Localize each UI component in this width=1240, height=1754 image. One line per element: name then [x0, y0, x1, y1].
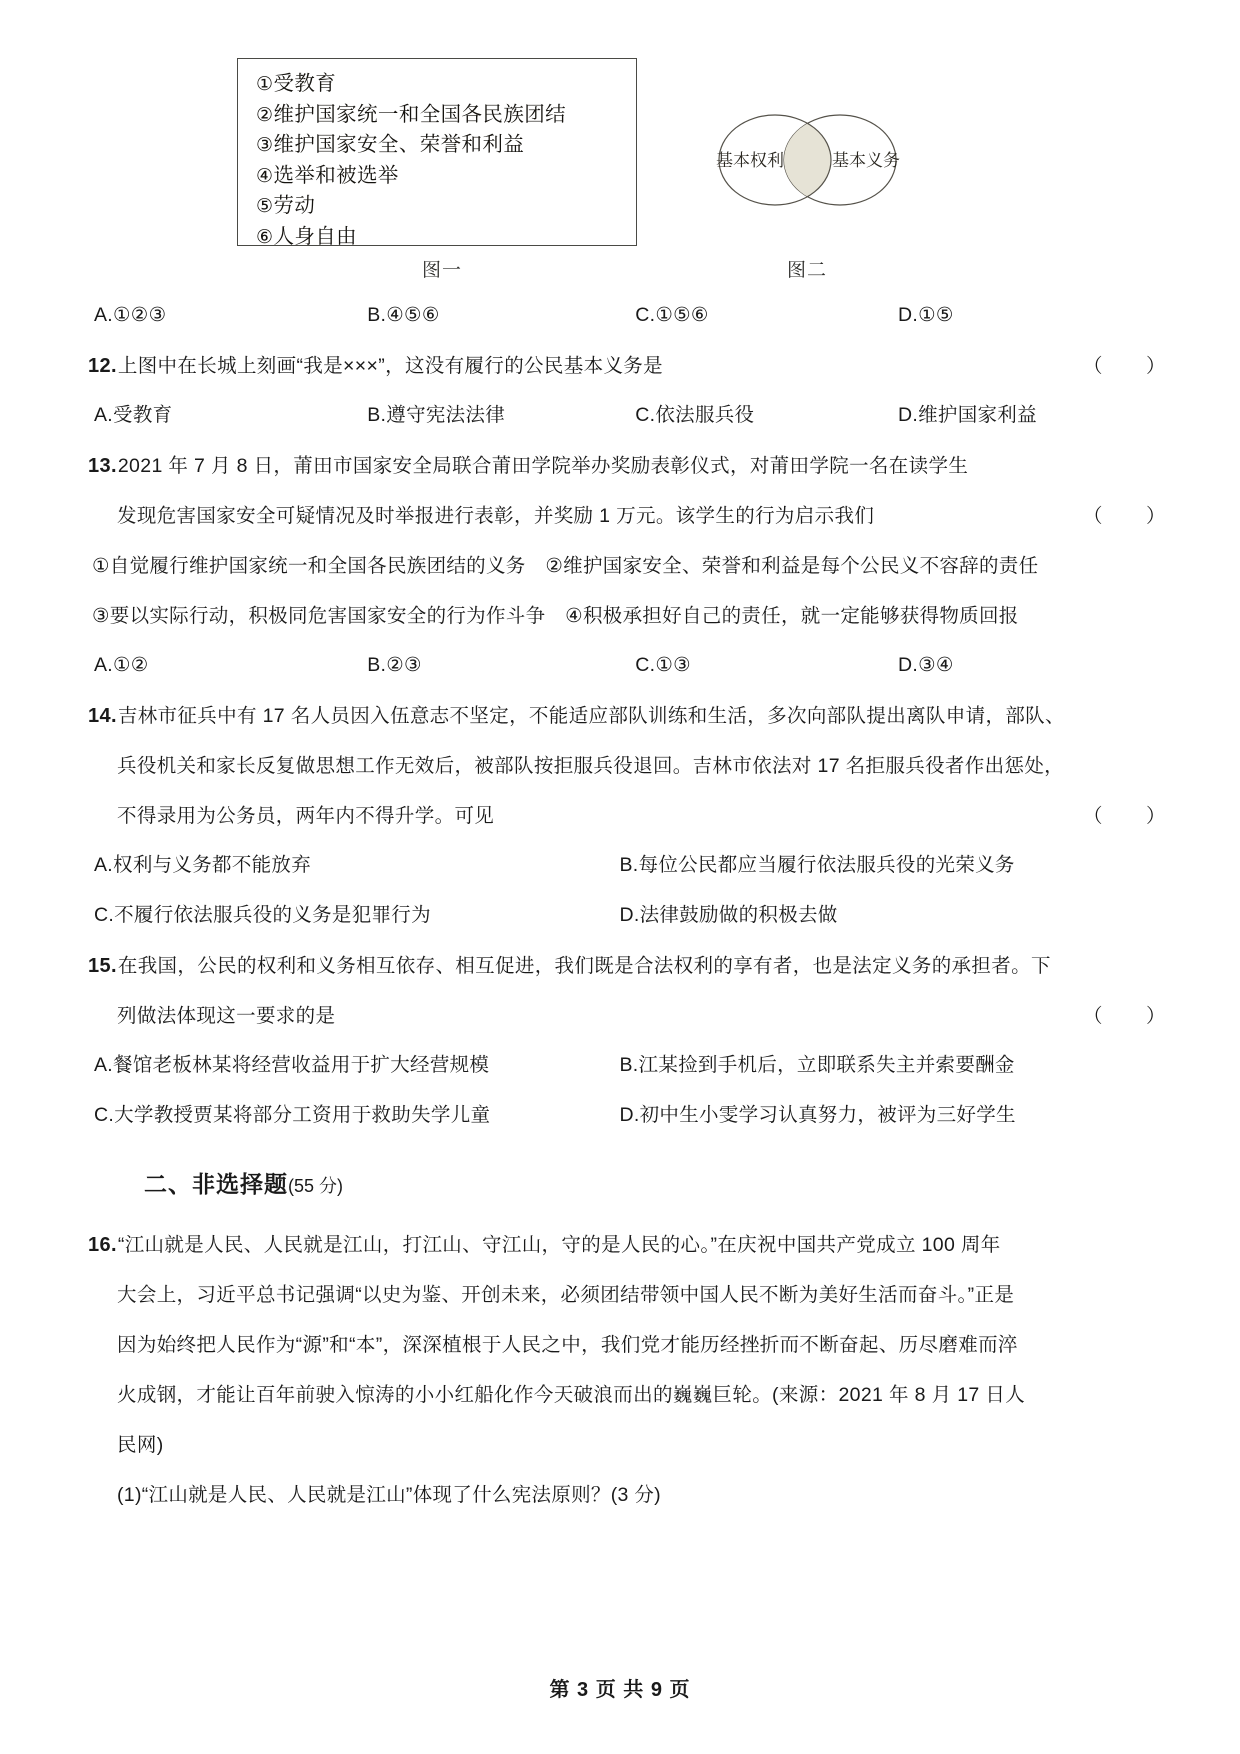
page-footer: 第 3 页 共 9 页: [549, 1679, 691, 1701]
q14-stem-1: 吉林市征兵中有 17 名人员因入伍意志不坚定，不能适应部队训练和生活，多次向部队提出离队申请，部队、: [117, 705, 1065, 727]
q11-option-a[interactable]: A.①②③: [94, 304, 167, 326]
figure-1-box: [237, 58, 637, 246]
section-2-title: 二、非选择题: [144, 1171, 288, 1197]
q15-number: 15.: [88, 955, 117, 977]
q13-options-row: [88, 650, 1145, 680]
q16-text-2: 大会上，习近平总书记强调“以史为鉴、开创未来，必须团结带领中国人民不断为美好生活而奋斗。”正是: [117, 1284, 1015, 1306]
figure1-item-6-marker: ⑥: [256, 226, 274, 248]
question-14: [88, 700, 1178, 930]
q13-stem-2: 发现危害国家安全可疑情况及时举报进行表彰，并奖励 1 万元。该学生的行为启示我们: [117, 505, 875, 527]
figure-1-caption: 图一: [422, 260, 463, 281]
question-13: [88, 450, 1178, 680]
q15-option-b[interactable]: B.江某捡到手机后，立即联系失主并索要酬金: [619, 1054, 1015, 1076]
q14-option-c[interactable]: C.不履行依法服兵役的义务是犯罪行为: [94, 904, 431, 926]
q13-answer-paren[interactable]: （ ）: [1083, 505, 1178, 527]
q15-option-c[interactable]: C.大学教授贾某将部分工资用于救助失学儿童: [94, 1104, 491, 1126]
q14-stem-line-3: [88, 800, 1178, 833]
q14-answer-paren[interactable]: （ ）: [1083, 805, 1178, 827]
venn-right-label: 基本义务: [832, 151, 900, 170]
question-16: [88, 1229, 1145, 1512]
venn-diagram: [690, 105, 925, 215]
q13-stem-line-2: [88, 500, 1178, 533]
q13-stem-1: 2021 年 7 月 8 日，莆田市国家安全局联合莆田学院举办奖励表彰仪式，对莆田学院一名在读学生: [117, 455, 969, 477]
q13-option-a[interactable]: A.①②: [94, 654, 149, 676]
q15-option-d[interactable]: D.初中生小雯学习认真努力，被评为三好学生: [619, 1104, 1016, 1126]
figure1-item-3: [256, 130, 636, 161]
q12-stem: 上图中在长城上刻画“我是×××”，这没有履行的公民基本义务是: [117, 355, 664, 377]
q12-option-d[interactable]: D.维护国家利益: [898, 404, 1037, 426]
q13-number: 13.: [88, 455, 117, 477]
q12-number: 12.: [88, 355, 117, 377]
q16-line-3: [88, 1329, 1145, 1362]
q15-answer-paren[interactable]: （ ）: [1083, 1005, 1178, 1027]
q11-option-d[interactable]: D.①⑤: [898, 304, 954, 326]
q14-number: 14.: [88, 705, 117, 727]
q13-option-c[interactable]: C.①③: [635, 654, 691, 676]
q11-option-b[interactable]: B.④⑤⑥: [367, 304, 440, 326]
q16-text-3: 因为始终把人民作为“源”和“本”，深深植根于人民之中，我们党才能历经挫折而不断奋起、历尽磨难而淬: [117, 1334, 1018, 1356]
figure1-item-3-marker: ③: [256, 135, 274, 156]
q14-stem-line-2: [88, 750, 1145, 783]
figure1-item-3-label: 维护国家安全、荣誉和利益: [273, 133, 525, 156]
q13-statements-2: ③要以实际行动，积极同危害国家安全的行为作斗争 ④积极承担好自己的责任，就一定能够获得物质回报: [92, 605, 1019, 627]
figure1-item-1-marker: ①: [256, 74, 274, 95]
q14-stem-2: 兵役机关和家长反复做思想工作无效后，被部队按拒服兵役退回。吉林市依法对 17 名拒服兵役者作出惩处，: [117, 755, 1065, 777]
q16-text-1: “江山就是人民、人民就是江山，打江山、守江山，守的是人民的心。”在庆祝中国共产党成立 100 周年: [117, 1234, 1001, 1256]
figure1-item-5-label: 劳动: [273, 194, 316, 217]
q12-answer-paren[interactable]: （ ）: [1083, 355, 1178, 377]
q14-options-row-1: [88, 850, 1145, 880]
figure1-item-4-marker: ④: [256, 165, 274, 187]
q13-stem-line-1: [88, 450, 1145, 483]
q12-option-b[interactable]: B.遵守宪法法律: [367, 404, 506, 426]
q16-line-2: [88, 1279, 1145, 1312]
q15-stem-1: 在我国，公民的权利和义务相互依存、相互促进，我们既是合法权利的享有者，也是法定义务的承担者。下: [117, 955, 1051, 977]
figure1-item-5: [256, 191, 636, 222]
q16-sub-question-1: (1)“江山就是人民、人民就是江山”体现了什么宪法原则？(3 分): [117, 1484, 661, 1506]
figure-2-caption: 图二: [787, 260, 828, 281]
figure-area: [0, 0, 1240, 281]
q14-option-a[interactable]: A.权利与义务都不能放弃: [94, 854, 312, 876]
figure1-item-2: [256, 100, 636, 131]
q15-options-row-2: [88, 1100, 1145, 1130]
q16-text-5: 民网): [117, 1434, 164, 1456]
figure1-item-5-marker: ⑤: [256, 196, 274, 217]
q11-option-c[interactable]: C.①⑤⑥: [635, 304, 709, 326]
question-15: [88, 950, 1178, 1130]
q16-line-4: [88, 1379, 1145, 1412]
figure1-item-1: [256, 69, 636, 100]
figure1-item-2-label: 维护国家统一和全国各民族团结: [273, 102, 567, 126]
q16-line-5: [88, 1429, 1145, 1462]
section-2-heading: [88, 1166, 1145, 1199]
q15-stem-line-2: [88, 1000, 1178, 1033]
q16-line-1: [88, 1229, 1145, 1262]
q13-option-d[interactable]: D.③④: [898, 654, 954, 676]
figure1-item-1-label: 受教育: [273, 72, 337, 95]
figure1-item-4-label: 选举和被选举: [273, 163, 399, 187]
q14-option-d[interactable]: D.法律鼓励做的积极去做: [619, 904, 838, 926]
q15-options-row-1: [88, 1050, 1145, 1080]
figure1-item-6: [256, 222, 636, 253]
q15-stem-line-1: [88, 950, 1145, 983]
q16-number: 16.: [88, 1234, 117, 1256]
question-body: [0, 300, 1240, 1518]
q11-options-row: [88, 300, 1145, 330]
question-12: [88, 350, 1178, 430]
q12-stem-line: [88, 350, 1178, 383]
q14-stem-line-1: [88, 700, 1145, 733]
q13-option-b[interactable]: B.②③: [367, 654, 422, 676]
section-2-points: (55 分): [288, 1176, 344, 1196]
figure1-item-6-label: 人身自由: [273, 224, 358, 248]
q12-option-a[interactable]: A.受教育: [94, 404, 173, 426]
q12-option-c[interactable]: C.依法服兵役: [635, 404, 755, 426]
figure1-item-2-marker: ②: [256, 104, 274, 126]
q14-stem-3: 不得录用为公务员，两年内不得升学。可见: [117, 805, 495, 827]
q16-text-4: 火成钢，才能让百年前驶入惊涛的小小红船化作今天破浪而出的巍巍巨轮。(来源：2021 年 8 月 17 日人: [117, 1384, 1026, 1406]
q15-stem-2: 列做法体现这一要求的是: [117, 1005, 336, 1027]
q15-option-a[interactable]: A.餐馆老板林某将经营收益用于扩大经营规模: [94, 1054, 490, 1076]
venn-left-label: 基本权利: [716, 151, 784, 170]
figure1-item-4: [256, 161, 636, 192]
q14-options-row-2: [88, 900, 1145, 930]
q14-option-b[interactable]: B.每位公民都应当履行依法服兵役的光荣义务: [619, 854, 1015, 876]
q12-options-row: [88, 400, 1145, 430]
q13-statements-1: ①自觉履行维护国家统一和全国各民族团结的义务 ②维护国家安全、荣誉和利益是每个公民义不容辞的责任: [92, 555, 1039, 577]
